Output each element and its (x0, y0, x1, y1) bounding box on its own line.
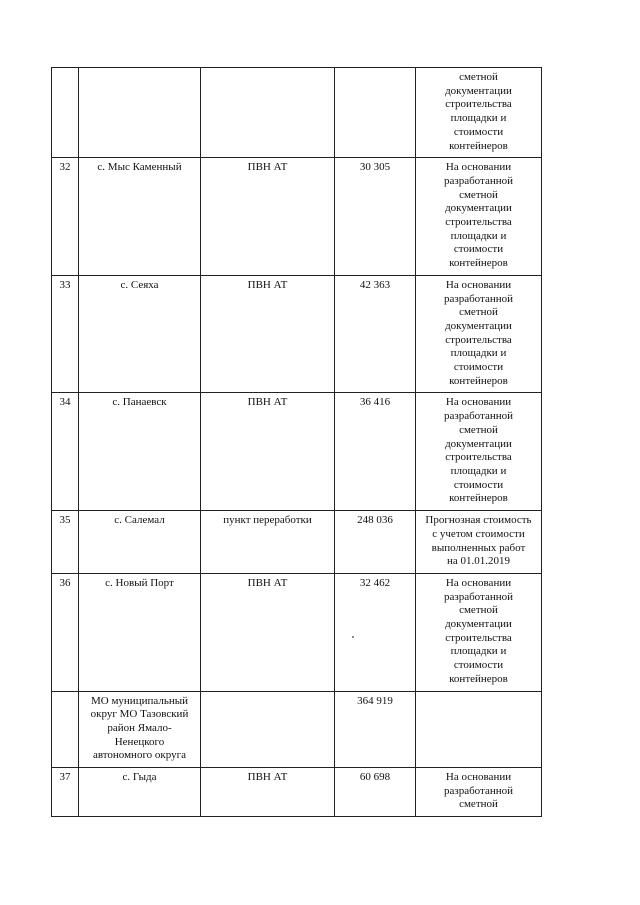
table-row (52, 768, 542, 817)
basis-cell: На основании разработанной сметной документации строительства площадки и стоимости контейнеров (416, 158, 542, 276)
object-type-cell (201, 68, 335, 158)
basis-cell: сметной документации строительства площадки и стоимости контейнеров (416, 68, 542, 158)
table-row (52, 691, 542, 768)
table-row (52, 511, 542, 574)
cost-cell: 30 305 (335, 158, 416, 276)
cost-cell: 36 416 (335, 393, 416, 511)
row-number: 36 (52, 573, 79, 691)
row-number: 37 (52, 768, 79, 817)
table-row (52, 158, 542, 276)
settlement-cell: с. Мыс Каменный (79, 158, 201, 276)
row-number (52, 68, 79, 158)
cost-cell: 364 919 (335, 691, 416, 768)
row-number: 33 (52, 275, 79, 393)
table-row (52, 573, 542, 691)
cost-cell: 248 036 (335, 511, 416, 574)
row-number: 34 (52, 393, 79, 511)
settlement-cell (79, 68, 201, 158)
basis-cell: Прогнозная стоимость с учетом стоимости выполненных работ на 01.01.2019 (416, 511, 542, 574)
settlement-cell: с. Сеяха (79, 275, 201, 393)
basis-cell: На основании разработанной сметной (416, 768, 542, 817)
basis-cell: На основании разработанной сметной документации строительства площадки и стоимости контейнеров (416, 573, 542, 691)
table-row (52, 275, 542, 393)
basis-cell: На основании разработанной сметной документации строительства площадки и стоимости контейнеров (416, 393, 542, 511)
object-type-cell: пункт переработки (201, 511, 335, 574)
settlement-cell: с. Салемал (79, 511, 201, 574)
cost-cell: 32 462 (335, 573, 416, 691)
settlement-cell: с. Гыда (79, 768, 201, 817)
basis-cell: На основании разработанной сметной документации строительства площадки и стоимости контейнеров (416, 275, 542, 393)
object-type-cell: ПВН АТ (201, 275, 335, 393)
row-number: 32 (52, 158, 79, 276)
object-type-cell: ПВН АТ (201, 393, 335, 511)
cost-table (51, 67, 542, 817)
object-type-cell: ПВН АТ (201, 158, 335, 276)
settlement-cell: с. Панаевск (79, 393, 201, 511)
basis-cell (416, 691, 542, 768)
row-number: 35 (52, 511, 79, 574)
object-type-cell: ПВН АТ (201, 573, 335, 691)
row-number (52, 691, 79, 768)
table-row (52, 393, 542, 511)
cost-cell: 42 363 (335, 275, 416, 393)
scan-speck (352, 636, 354, 638)
object-type-cell: ПВН АТ (201, 768, 335, 817)
cost-cell: 60 698 (335, 768, 416, 817)
cost-cell (335, 68, 416, 158)
object-type-cell (201, 691, 335, 768)
settlement-cell: МО муниципальный округ МО Тазовский район Ямало- Ненецкого автономного округа (79, 691, 201, 768)
table-row (52, 68, 542, 158)
settlement-cell: с. Новый Порт (79, 573, 201, 691)
